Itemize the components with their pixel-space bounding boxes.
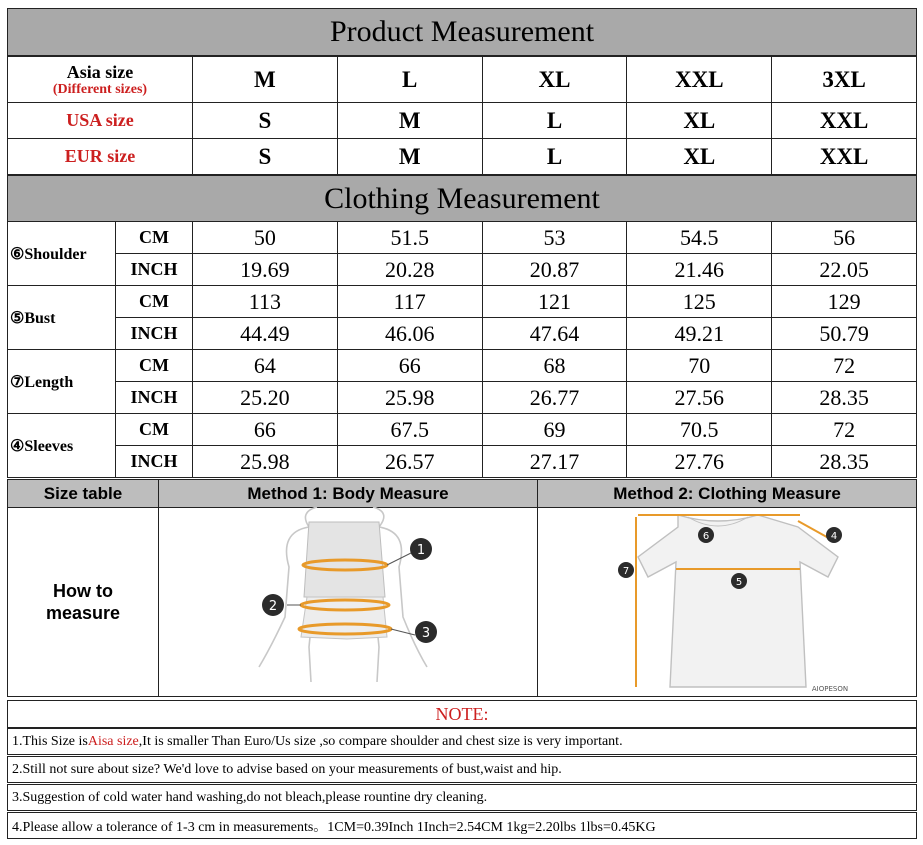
eur-size-label: EUR size: [8, 139, 193, 175]
measure-cell: 49.21: [627, 318, 772, 350]
unit-label: CM: [116, 350, 193, 382]
note-line-2: 2.Still not sure about size? We'd love to advise based on your measurements of bust,waist and hip.: [7, 756, 917, 783]
measure-cell: 129: [772, 286, 917, 318]
measure-cell: 70: [627, 350, 772, 382]
measure-cell: 117: [337, 286, 482, 318]
size-table-header: Size table: [8, 480, 158, 508]
measure-cell: 28.35: [772, 382, 917, 414]
measure-cell: 113: [193, 286, 338, 318]
tshirt-illustration: [538, 507, 916, 697]
size-cell: XXL: [627, 57, 772, 103]
measure-cell: 56: [772, 222, 917, 254]
measure-cell: 27.17: [482, 446, 627, 478]
measure-cell: 121: [482, 286, 627, 318]
size-cell: XL: [482, 57, 627, 103]
usa-size-label: USA size: [8, 103, 193, 139]
measure-cell: 25.20: [193, 382, 338, 414]
unit-label: CM: [116, 222, 193, 254]
unit-label: CM: [116, 286, 193, 318]
body-marker-2-label: 2: [268, 599, 278, 614]
measure-cell: 50: [193, 222, 338, 254]
note-line-4: 4.Please allow a tolerance of 1-3 cm in measurements。1CM=0.39Inch 1Inch=2.54CM 1kg=2.20lbs 1lbs=0.45KG: [7, 812, 917, 839]
size-cell: XL: [627, 103, 772, 139]
method1-header: Method 1: Body Measure: [159, 480, 537, 508]
body-marker-1-label: 1: [416, 543, 426, 558]
size-cell: M: [337, 139, 482, 175]
table-row: [8, 446, 917, 478]
measure-cell: 50.79: [772, 318, 917, 350]
unit-label: INCH: [116, 382, 193, 414]
table-row: [8, 350, 917, 382]
unit-label: INCH: [116, 446, 193, 478]
body-marker-3-label: 3: [421, 626, 431, 641]
measure-name: ④Sleeves: [8, 414, 116, 478]
method2-panel: [537, 479, 917, 697]
measure-cell: 20.28: [337, 254, 482, 286]
size-conversion-table: [7, 56, 917, 175]
measure-cell: 54.5: [627, 222, 772, 254]
measure-cell: 46.06: [337, 318, 482, 350]
measure-cell: 26.57: [337, 446, 482, 478]
clothing-measurement-title: Clothing Measurement: [324, 181, 600, 215]
measure-cell: 53: [482, 222, 627, 254]
measure-cell: 64: [193, 350, 338, 382]
measure-cell: 51.5: [337, 222, 482, 254]
measure-cell: 21.46: [627, 254, 772, 286]
unit-label: INCH: [116, 318, 193, 350]
table-row: [8, 318, 917, 350]
measure-cell: 67.5: [337, 414, 482, 446]
measure-cell: 69: [482, 414, 627, 446]
note-line-1-start: 1.This Size is: [12, 733, 88, 749]
method1-panel: [158, 479, 538, 697]
size-table-panel: [7, 479, 159, 697]
note-line-3: 3.Suggestion of cold water hand washing,do not bleach,please rountine dry cleaning.: [7, 784, 917, 811]
table-row: [8, 139, 917, 175]
shirt-marker-7-label: 7: [622, 566, 630, 577]
product-measurement-title: Product Measurement: [329, 15, 595, 48]
measure-name: ⑤Bust: [8, 286, 116, 350]
note-header: [7, 700, 917, 728]
brand-watermark: AIOPESON: [811, 685, 849, 693]
size-cell: XL: [627, 139, 772, 175]
note-aisa-size: Aisa size: [87, 733, 139, 749]
body-figure-illustration: [159, 507, 537, 697]
table-row: [8, 254, 917, 286]
unit-label: INCH: [116, 254, 193, 286]
measure-cell: 66: [337, 350, 482, 382]
size-cell: 3XL: [772, 57, 917, 103]
measure-cell: 72: [772, 414, 917, 446]
measure-cell: 70.5: [627, 414, 772, 446]
note-title: NOTE:: [435, 703, 489, 724]
measure-cell: 26.77: [482, 382, 627, 414]
size-cell: S: [193, 139, 338, 175]
measure-cell: 22.05: [772, 254, 917, 286]
table-row: [8, 414, 917, 446]
measure-cell: 47.64: [482, 318, 627, 350]
measure-cell: 125: [627, 286, 772, 318]
measurement-table: [7, 221, 917, 478]
measure-cell: 72: [772, 350, 917, 382]
asia-size-text: Asia size: [66, 62, 134, 82]
measure-cell: 20.87: [482, 254, 627, 286]
shirt-marker-4-label: 4: [830, 531, 838, 542]
table-row: [8, 382, 917, 414]
size-cell: XXL: [772, 103, 917, 139]
size-cell: L: [337, 57, 482, 103]
method2-header: Method 2: Clothing Measure: [538, 480, 916, 508]
table-row: [8, 286, 917, 318]
measure-cell: 28.35: [772, 446, 917, 478]
shirt-marker-6-label: 6: [702, 531, 710, 542]
measure-cell: 68: [482, 350, 627, 382]
table-row: [8, 222, 917, 254]
product-measurement-banner: [7, 8, 917, 56]
size-cell: L: [482, 139, 627, 175]
size-cell: M: [193, 57, 338, 103]
measure-cell: 19.69: [193, 254, 338, 286]
measure-cell: 27.76: [627, 446, 772, 478]
size-cell: XXL: [772, 139, 917, 175]
note-line-1: [7, 728, 917, 755]
note-line-1-end: ,It is smaller Than Euro/Us size ,so compare shoulder and chest size is very important.: [138, 733, 623, 749]
different-sizes-note: (Different sizes): [52, 82, 148, 97]
size-cell: L: [482, 103, 627, 139]
size-cell: S: [193, 103, 338, 139]
measure-cell: 66: [193, 414, 338, 446]
asia-size-label: [8, 57, 193, 103]
unit-label: CM: [116, 414, 193, 446]
measure-cell: 44.49: [193, 318, 338, 350]
measure-cell: 25.98: [193, 446, 338, 478]
how-to-measure-label: How to measure: [45, 581, 121, 623]
clothing-measurement-banner: [7, 175, 917, 222]
table-row: [8, 57, 917, 103]
shirt-marker-5-label: 5: [735, 577, 743, 588]
measure-cell: 25.98: [337, 382, 482, 414]
table-row: [8, 103, 917, 139]
size-cell: M: [337, 103, 482, 139]
measure-cell: 27.56: [627, 382, 772, 414]
measure-name: ⑥Shoulder: [8, 222, 116, 286]
measure-name: ⑦Length: [8, 350, 116, 414]
